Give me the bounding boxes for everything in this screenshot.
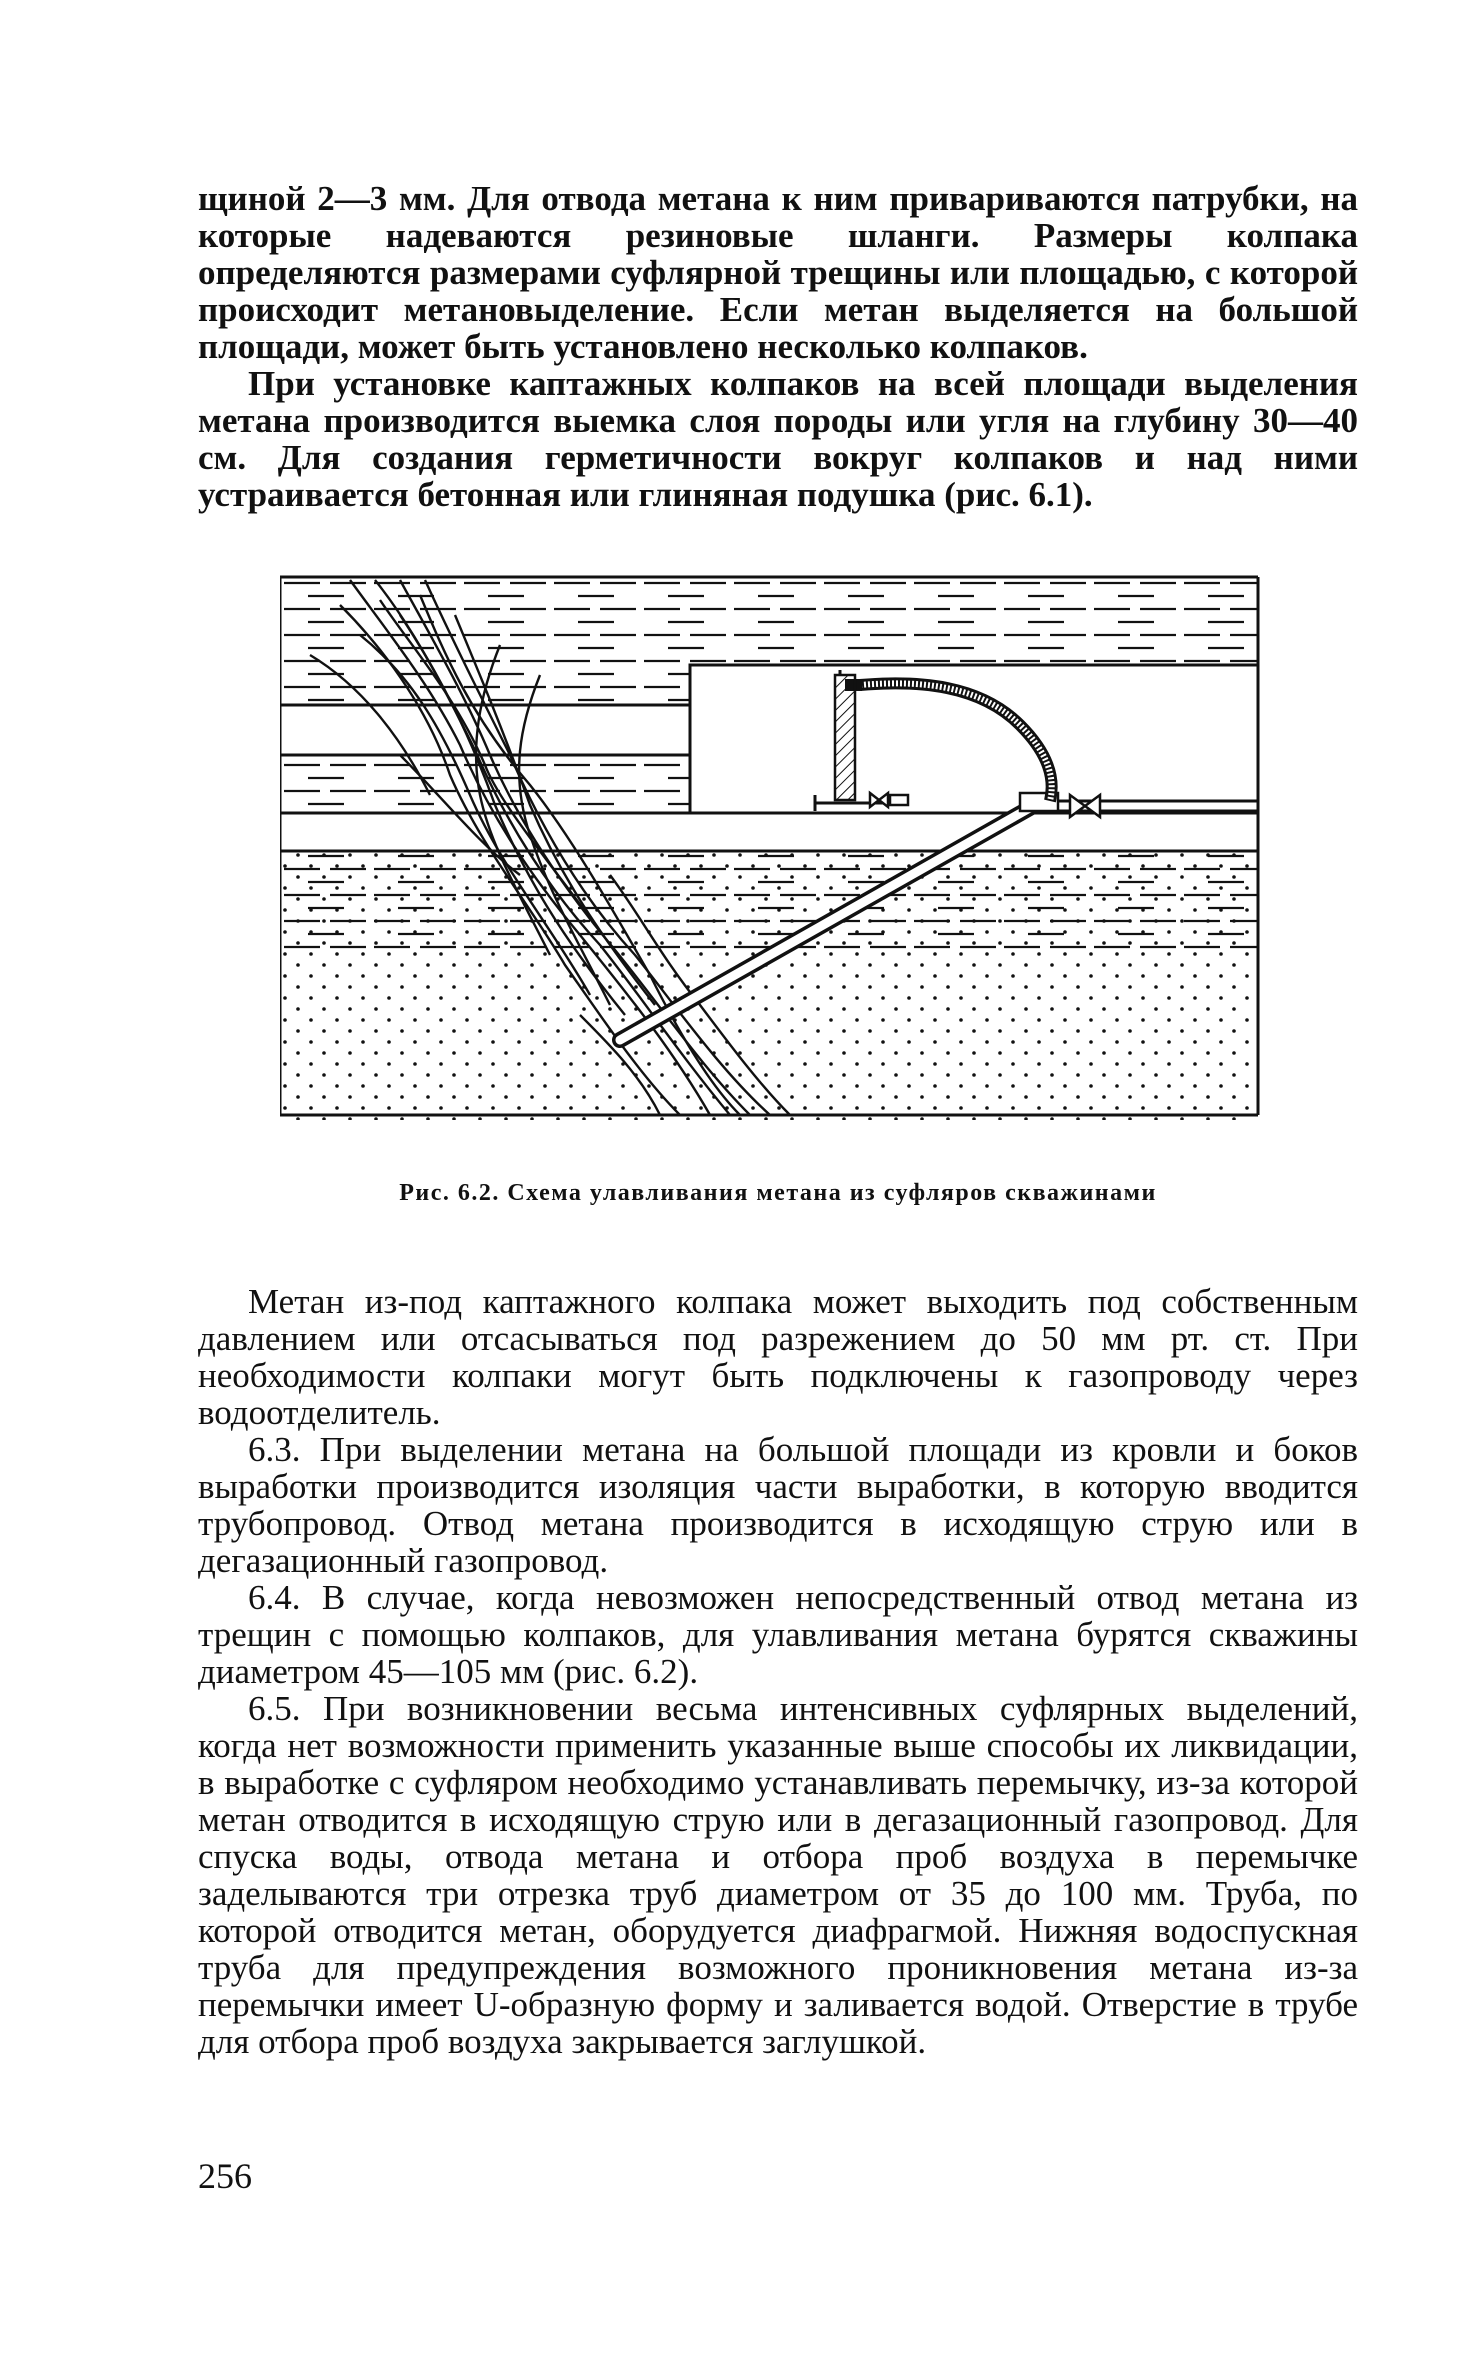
mine-working <box>690 665 1258 813</box>
paragraph-6-4: 6.4. В случае, когда невозможен непосредственный отвод метана из трещин с помощью колпаков, для улавливания метана бурятся скважины диаметром 45—105 мм (рис. 6.2). <box>198 1578 1358 1691</box>
paragraph-6-5: 6.5. При возникновении весьма интенсивных суфлярных выделений, когда нет возможности применить указанные выше способы их ликвидации, в выработке с суфляром необходимо устанавливать перемычку, из-за которой метан отводится в исходящую струю или в дегазационный газопровод. Для спуска воды, отвода метана и отбора проб воздуха в перемычке заделываются три отрезка труб диаметром от 35 до 100 мм. Труба, по которой отводится метан, оборудуется диафрагмой. Нижняя водоспускная труба для предупреждения возможного проникновения метана из-за перемычки имеет U-образную форму и заливается водой. Отверстие в трубе для отбора проб воздуха закрывается заглушкой. <box>198 1689 1358 2061</box>
methane-capture-diagram <box>280 575 1260 1120</box>
page-number: 256 <box>198 2156 252 2196</box>
paragraph-6-3: 6.3. При выделении метана на большой площади из кровли и боков выработки производится изоляция части выработки, в которую вводится трубопровод. Отвод метана производится в исходящую струю или в дегазационный газопровод. <box>198 1430 1358 1580</box>
bottom-text-block <box>198 1283 1358 2060</box>
paragraph-methane-outflow: Метан из-под каптажного колпака может выходить под собственным давлением или отсасываться под разрежением до 50 мм рт. ст. При необходимости колпаки могут быть подключены к газопроводу через водоотделитель. <box>198 1282 1358 1432</box>
paragraph-continuation: щиной 2—3 мм. Для отвода метана к ним привариваются патрубки, на которые надеваются резиновые шланги. Размеры колпака определяются размерами суфлярной трещины или площадью, с которой происходит метановыделение. Если метан выделяется на большой площади, может быть установлено несколько колпаков. <box>198 179 1358 366</box>
figure-caption: Рис. 6.2. Схема улавливания метана из суфляров скважинами <box>399 1180 1157 1206</box>
top-text-block <box>198 180 1358 513</box>
paragraph-caps-installation: При установке каптажных колпаков на всей площади выделения метана производится выемка слоя породы или угля на глубину 30—40 см. Для создания герметичности вокруг колпаков и над ними устраивается бетонная или глиняная подушка (рис. 6.1). <box>198 364 1358 514</box>
